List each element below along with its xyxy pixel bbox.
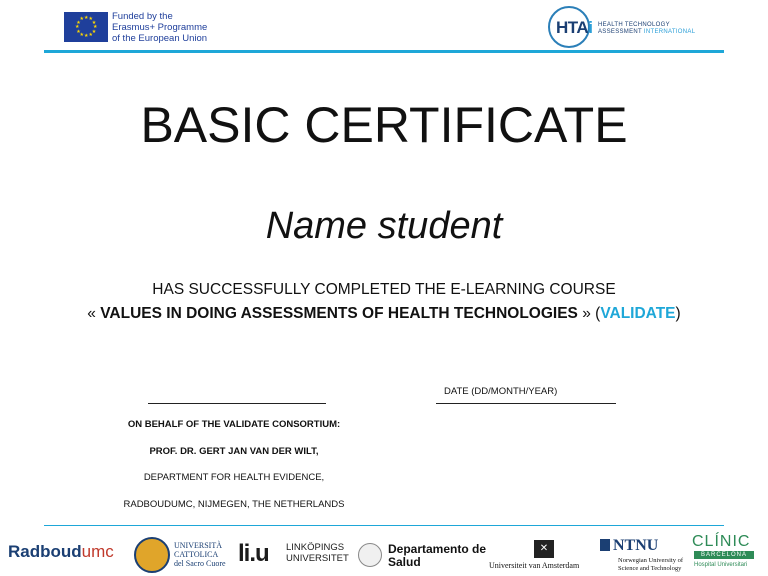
uva-crest-icon: ✕ xyxy=(534,540,554,558)
clinic-logo-mark: CLÍNIC xyxy=(692,533,751,550)
radboudumc-logo: Radboudumc xyxy=(8,542,114,561)
eu-text-line: Erasmus+ Programme xyxy=(112,22,208,33)
eu-star-icon: ★ xyxy=(76,28,81,35)
signatory-name: PROF. DR. GERT JAN VAN DER WILT, xyxy=(149,446,319,457)
eu-star-icon: ★ xyxy=(84,15,89,21)
eu-star-icon: ★ xyxy=(76,19,81,26)
eu-star-icon: ★ xyxy=(91,28,97,35)
eu-star-icon: ★ xyxy=(79,31,84,38)
cattolica-logo-text: UNIVERSITÀ CATTOLICA del Sacro Cuore xyxy=(174,541,226,568)
date-label: DATE (DD/MONTH/YEAR) xyxy=(444,386,558,397)
ntnu-logo-mark: NTNU xyxy=(600,537,658,555)
clinic-logo-bar: BARCELONA xyxy=(694,551,754,559)
clinic-logo-subtitle: Hospital Universitari xyxy=(694,562,748,568)
eu-star-icon: ★ xyxy=(93,24,98,30)
departamento-logo-text: Departamento de Salud xyxy=(388,542,487,569)
bottom-divider xyxy=(44,525,724,526)
signatory-institution: RADBOUDUMC, NIJMEGEN, THE NETHERLANDS xyxy=(123,499,345,510)
liu-logo-text: LINKÖPINGS UNIVERSITET xyxy=(286,542,349,564)
course-title: « VALUES IN DOING ASSESSMENTS OF HEALTH TECHNOLOGIES » (VALIDATE) xyxy=(87,305,681,322)
departamento-seal-icon xyxy=(358,543,382,567)
ntnu-logo-text: Norwegian University of Science and Technology xyxy=(618,557,683,572)
completion-statement: HAS SUCCESSFULLY COMPLETED THE E-LEARNING COURSE xyxy=(152,281,616,298)
eu-star-icon: ★ xyxy=(84,33,89,39)
eu-star-icon: ★ xyxy=(75,24,80,30)
signatory-department: DEPARTMENT FOR HEALTH EVIDENCE, xyxy=(143,472,325,483)
hta-international-logo xyxy=(548,6,718,50)
eu-star-icon: ★ xyxy=(91,19,97,26)
course-name: VALUES IN DOING ASSESSMENTS OF HEALTH TECHNOLOGIES xyxy=(100,305,578,322)
top-divider xyxy=(44,50,724,53)
liu-logo-mark: li.u xyxy=(238,540,269,567)
student-name: Name student xyxy=(265,205,503,247)
eu-star-icon: ★ xyxy=(88,31,93,38)
signature-line xyxy=(148,403,326,404)
hta-mark: HTAi xyxy=(556,18,593,37)
cattolica-seal-icon xyxy=(134,537,170,573)
uva-logo-text: Universiteit van Amsterdam xyxy=(489,561,580,570)
course-acronym: VALIDATE xyxy=(600,305,676,322)
eu-funding-text xyxy=(112,11,207,44)
hta-subtitle: HEALTH TECHNOLOGY ASSESSMENT INTERNATIONAL xyxy=(598,22,696,35)
signatory-consortium: ON BEHALF OF THE VALIDATE CONSORTIUM: xyxy=(127,419,341,430)
date-line xyxy=(436,403,616,404)
certificate-title: BASIC CERTIFICATE xyxy=(140,97,628,153)
eu-star-icon: ★ xyxy=(88,16,93,23)
eu-text-line: of the European Union xyxy=(112,33,208,44)
eu-star-icon: ★ xyxy=(79,16,84,23)
eu-flag-icon xyxy=(64,12,108,42)
eu-text-line: Funded by the xyxy=(112,11,173,22)
